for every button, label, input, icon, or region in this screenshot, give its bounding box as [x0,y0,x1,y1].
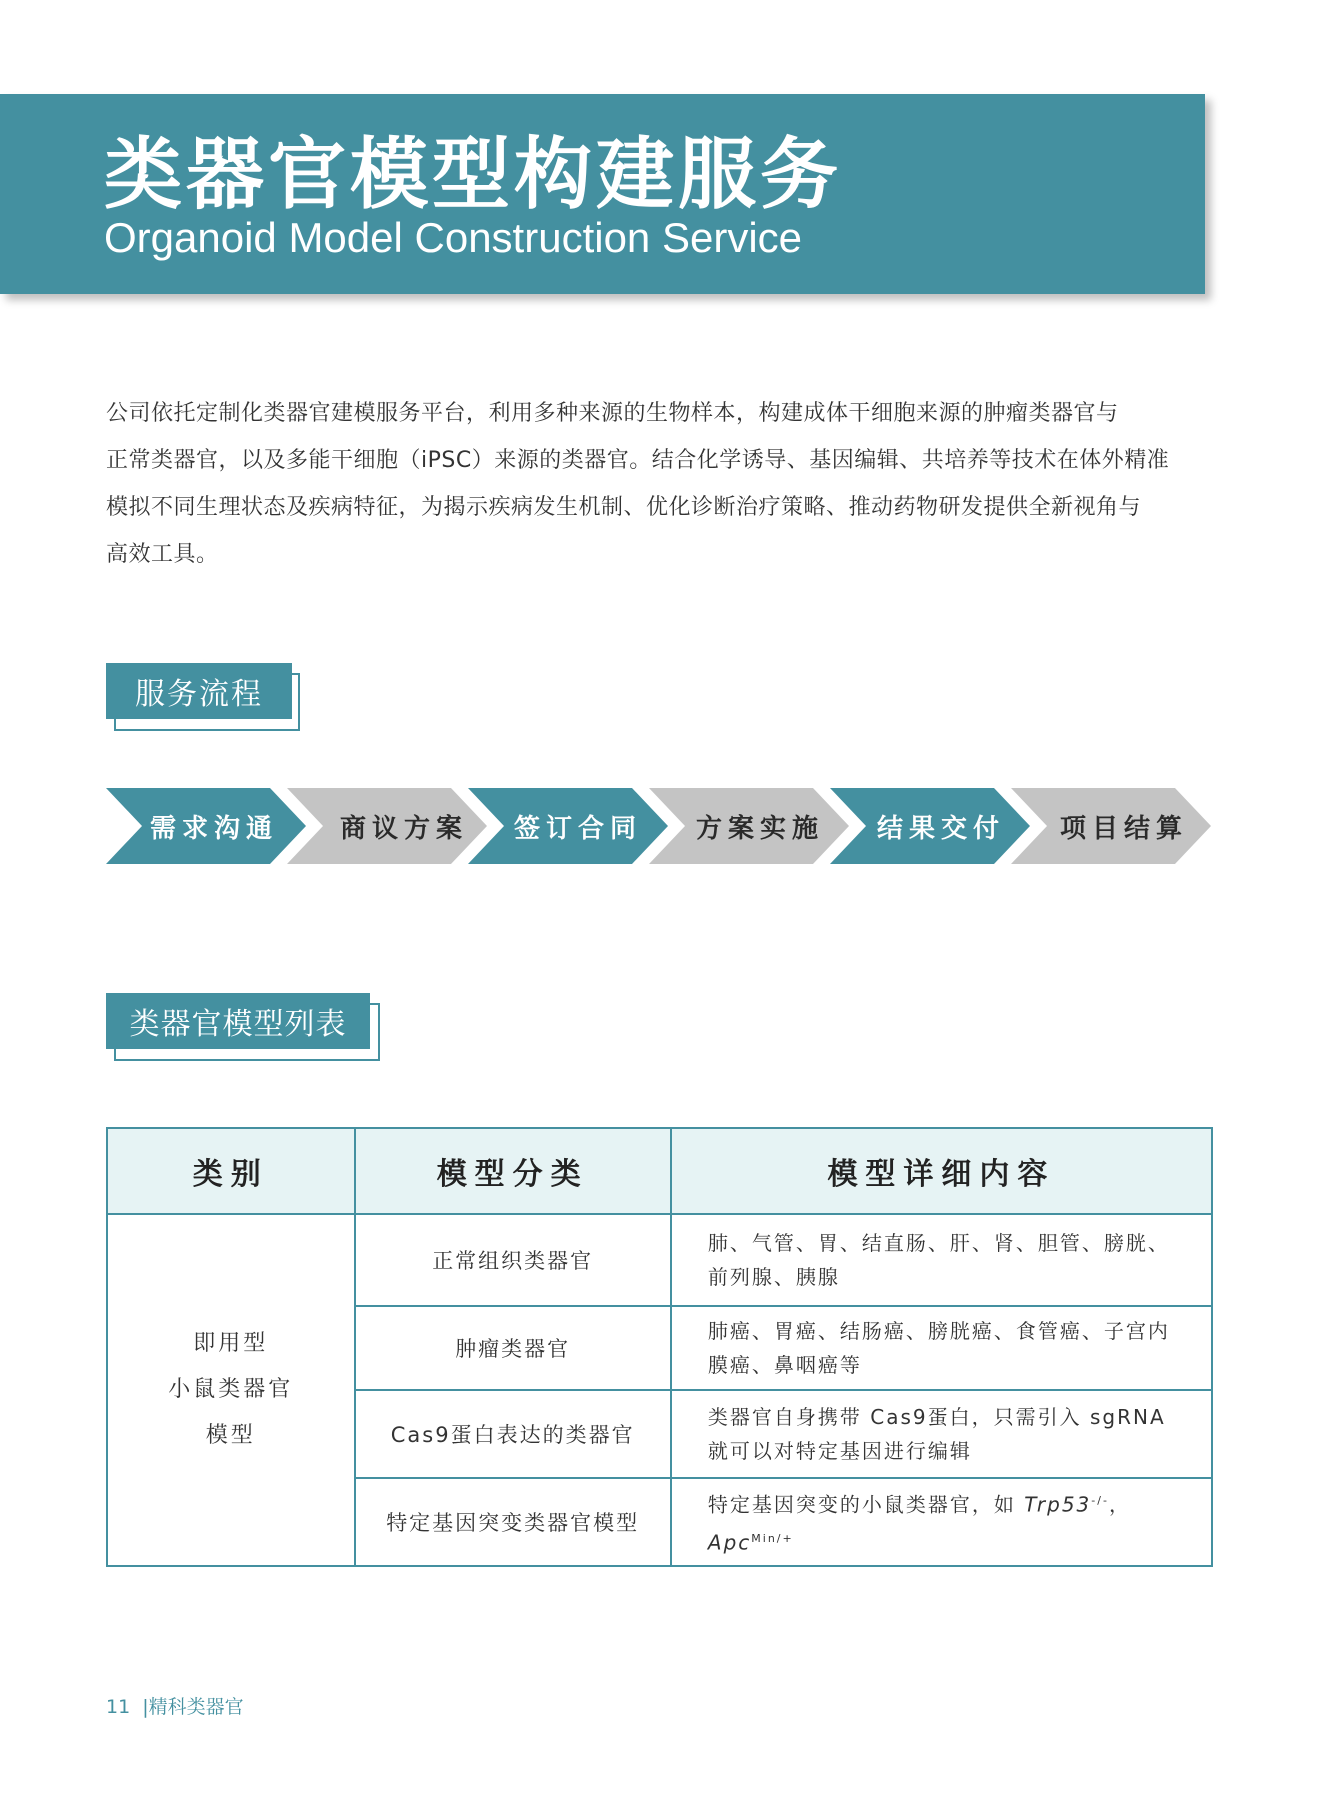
page-number: 11 [106,1696,131,1718]
gene-name: Apc [707,1530,752,1555]
process-step-label: 签订合同 [514,813,643,844]
model-detail-cell: 类器官自身携带 Cas9蛋白，只需引入 sgRNA 就可以对特定基因进行编辑 [671,1390,1212,1478]
column-header-model-type: 模型分类 [355,1128,671,1214]
page-footer [106,1692,244,1719]
page-subtitle: Organoid Model Construction Service [104,214,803,261]
page-title: 类器官模型构建服务 [104,130,843,220]
process-step-label: 需求沟通 [150,813,279,844]
model-detail-cell: 肺、气管、胃、结直肠、肝、肾、胆管、膀胱、前列腺、胰腺 [671,1214,1212,1306]
detail-text: 特定基因突变的小鼠类器官，如 [707,1493,1025,1517]
intro-line: 正常类器官，以及多能干细胞（iPSC）来源的类器官。结合化学诱导、基因编辑、共培养等技术在体外精准 [106,448,1170,473]
table-header-row [107,1128,1212,1214]
separator: ， [1108,1493,1131,1517]
intro-line: 模拟不同生理状态及疾病特征，为揭示疾病发生机制、优化诊断治疗策略、推动药物研发提供全新视角与 [106,495,1142,520]
model-detail-cell [671,1478,1212,1566]
table-row [107,1214,1212,1306]
heading-label: 服务流程 [106,663,292,719]
genotype-superscript: -/- [1091,1494,1109,1508]
heading-label: 类器官模型列表 [106,993,370,1049]
model-type-cell: 正常组织类器官 [355,1214,671,1306]
intro-paragraph [106,390,1206,578]
intro-line: 高效工具。 [106,542,219,567]
model-type-cell: 特定基因突变类器官模型 [355,1478,671,1566]
category-line: 模型 [205,1423,256,1448]
model-type-cell: 肿瘤类器官 [355,1306,671,1390]
category-line: 即用型 [193,1331,269,1356]
intro-line: 公司依托定制化类器官建模服务平台，利用多种来源的生物样本，构建成体干细胞来源的肿瘤类器官与 [106,401,1119,426]
category-cell [107,1214,355,1566]
gene-name: Trp53 [1024,1493,1092,1517]
footer-label: |精科类器官 [142,1696,244,1718]
organoid-model-table [106,1127,1213,1567]
process-step-label: 结果交付 [877,813,1006,844]
category-line: 小鼠类器官 [168,1377,294,1402]
service-process-flow [106,788,1216,864]
process-step-label: 项目结算 [1060,813,1189,844]
column-header-detail: 模型详细内容 [671,1128,1212,1214]
model-detail-cell: 肺癌、胃癌、结肠癌、膀胱癌、食管癌、子宫内膜癌、鼻咽癌等 [671,1306,1212,1390]
genotype-superscript: Min/+ [751,1532,794,1545]
column-header-category: 类别 [107,1128,355,1214]
process-step-label: 商议方案 [340,813,469,844]
process-step-label: 方案实施 [696,813,825,844]
model-type-cell: Cas9蛋白表达的类器官 [355,1390,671,1478]
